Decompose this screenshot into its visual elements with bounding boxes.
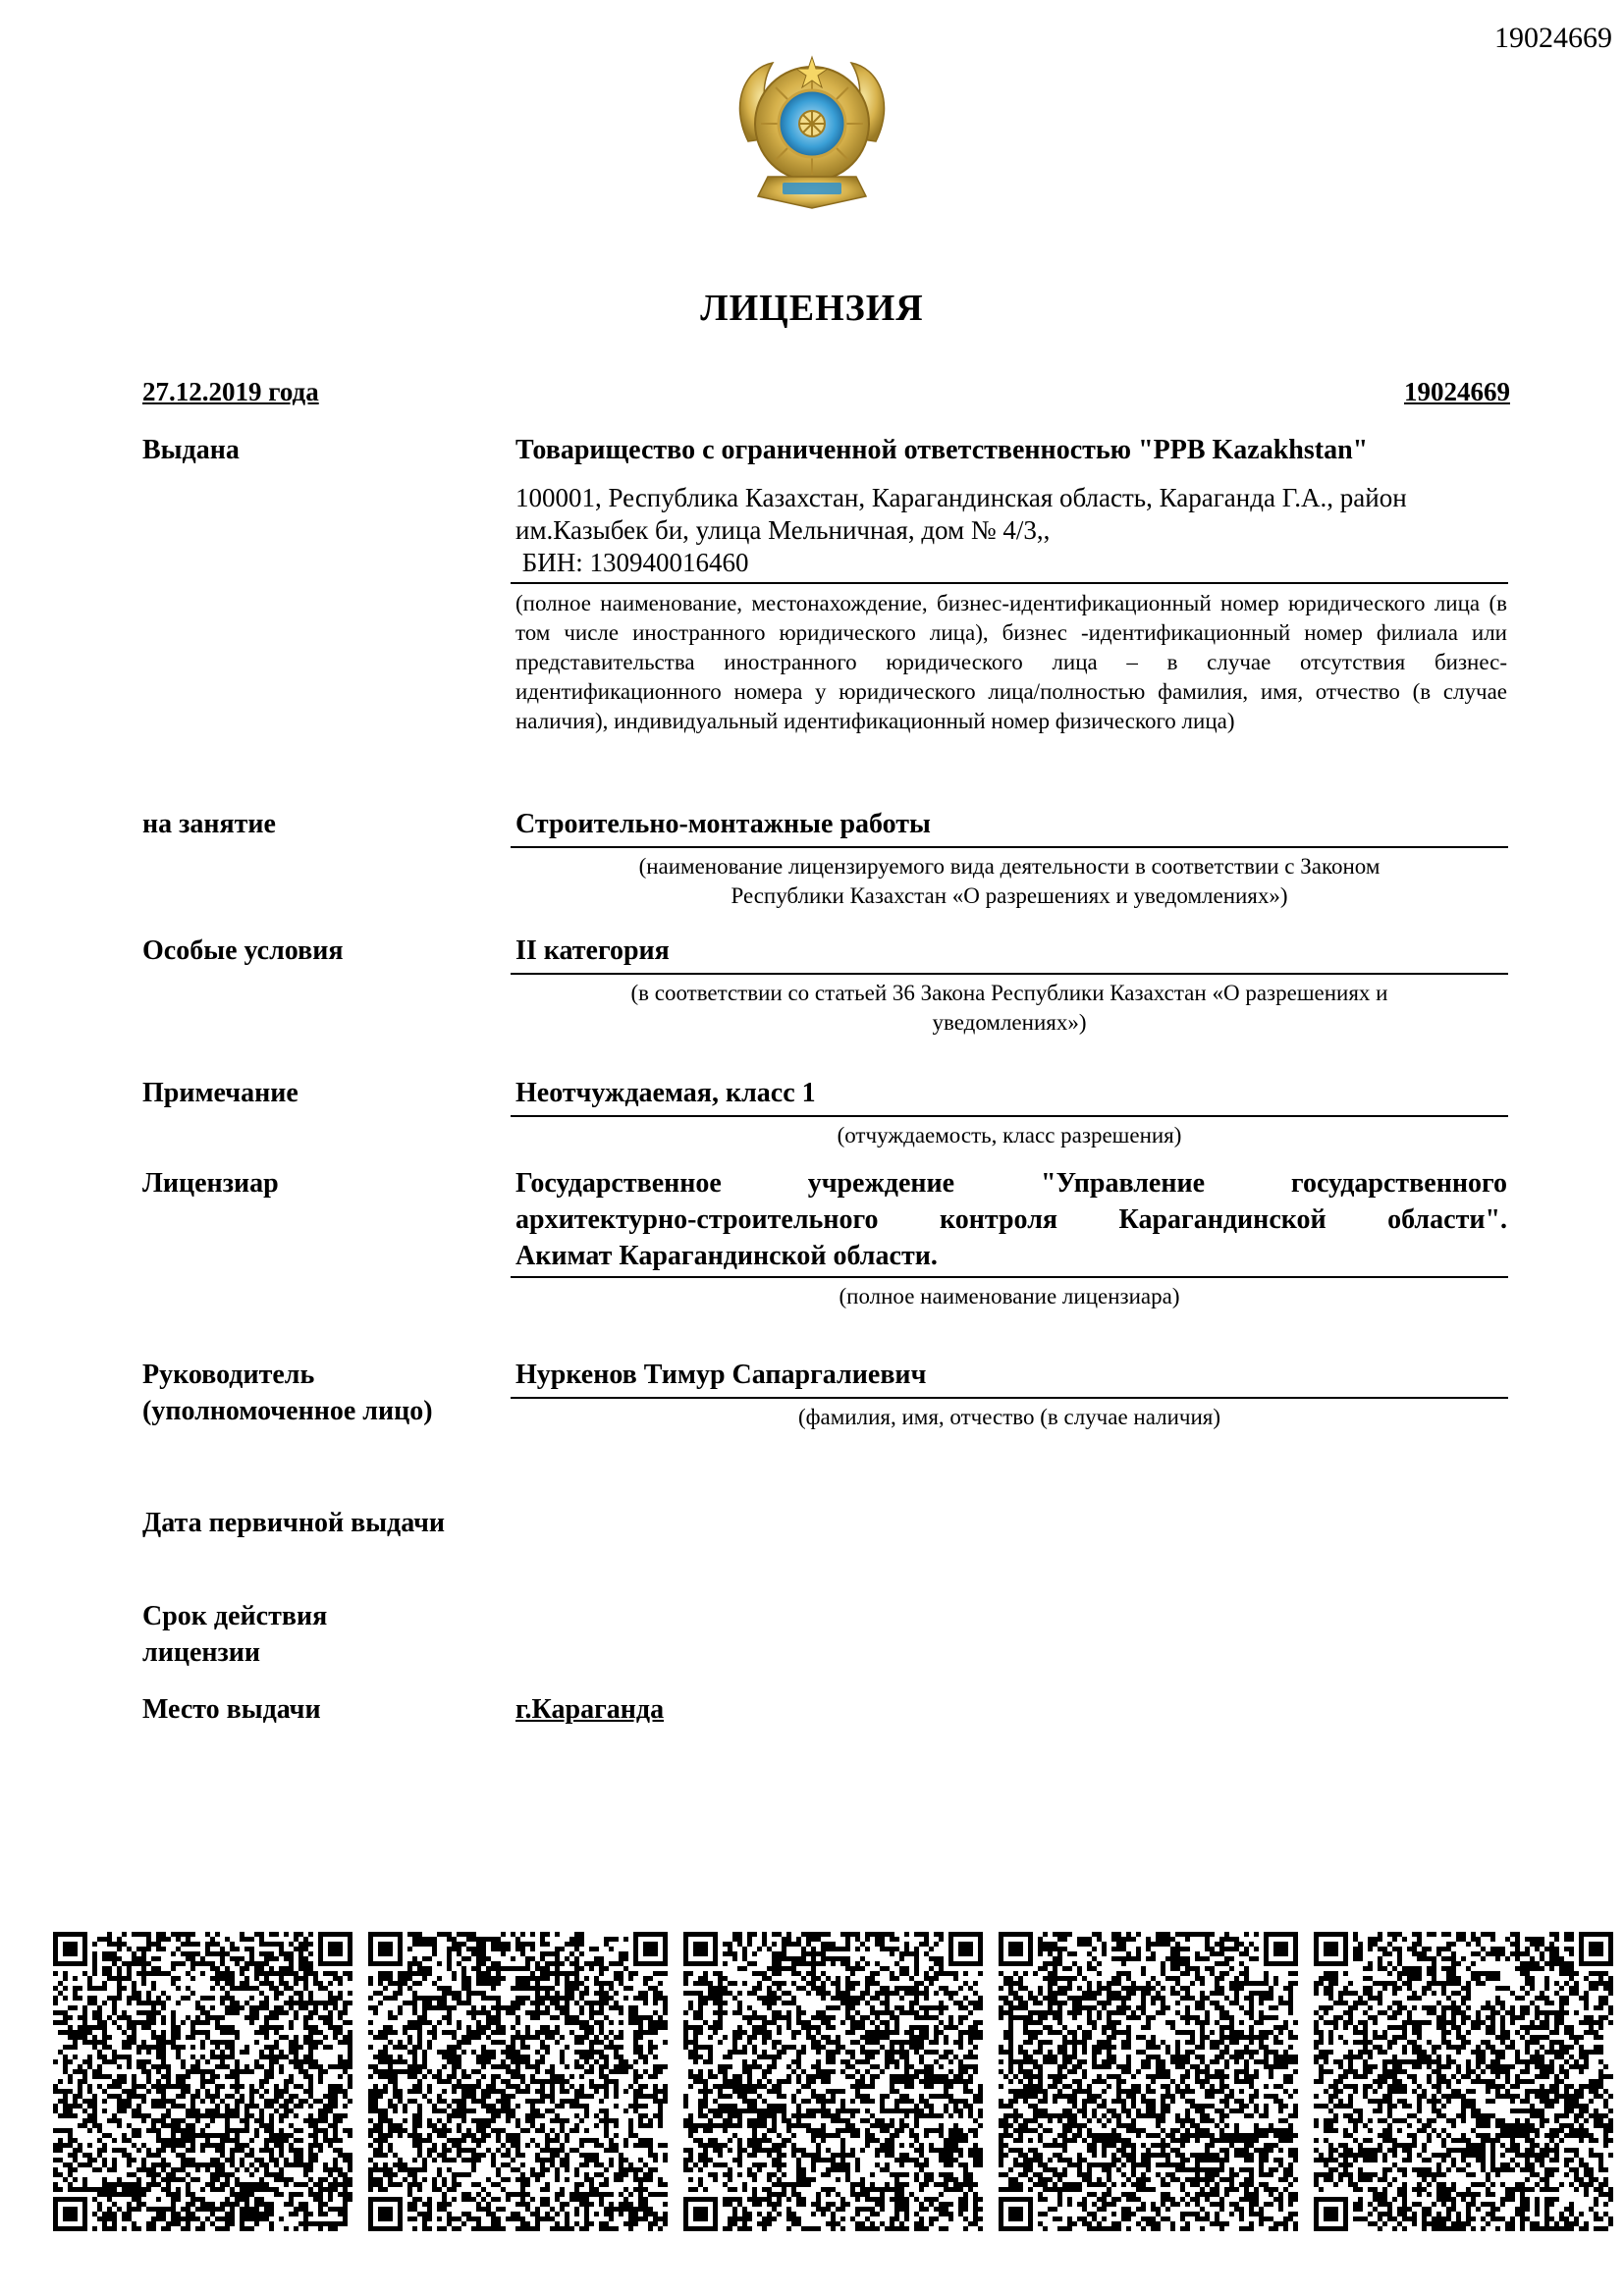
licensee-address-line2: им.Казыбек би, улица Мельничная, дом № 4/3,, bbox=[515, 515, 1051, 545]
validity-label-line1: Срок действия bbox=[142, 1601, 328, 1631]
special-conditions-value: II категория bbox=[515, 935, 670, 966]
kazakhstan-emblem-icon bbox=[729, 43, 895, 216]
licensee-note: (полное наименование, местонахождение, бизнес-идентификационный номер юридического лица (в том числе иностранного юридического лица), бизнес -идентификационный номер филиала или представительства иностранного юридического лица – в случае отсутствия бизнес-идентификационного номера у юридического лица/полностью фамилия, имя, отчество (в случае наличия), индивидуальный идентификационный номер физического лица) bbox=[515, 591, 1507, 733]
head-note: (фамилия, имя, отчество (в случае наличия) bbox=[797, 1405, 1221, 1429]
place-value: г.Караганда bbox=[515, 1694, 665, 1725]
licensor-underline bbox=[511, 1276, 1508, 1278]
special-conditions-underline bbox=[511, 973, 1508, 975]
special-conditions-label: Особые условия bbox=[142, 935, 344, 966]
special-conditions-note-line2: уведомлениях») bbox=[932, 1010, 1087, 1035]
place-label: Место выдачи bbox=[142, 1694, 321, 1725]
qr-code-icon bbox=[368, 1932, 667, 2230]
head-label-line2: (уполномоченное лицо) bbox=[142, 1396, 433, 1426]
first-issue-date-label: Дата первичной выдачи bbox=[142, 1508, 446, 1538]
remark-label: Примечание bbox=[142, 1078, 298, 1108]
activity-underline bbox=[511, 846, 1508, 848]
licensor-line1: Государственное учреждение "Управление государственного bbox=[515, 1168, 1507, 1199]
validity-label-line2: лицензии bbox=[142, 1637, 261, 1668]
remark-value: Неотчуждаемая, класс 1 bbox=[515, 1078, 816, 1108]
licensor-note: (полное наименование лицензиара) bbox=[839, 1284, 1180, 1308]
special-conditions-note-line1: (в соответствии со статьей 36 Закона Республики Казахстан «О разрешениях и bbox=[630, 981, 1388, 1005]
activity-label: на занятие bbox=[142, 809, 276, 839]
issued-to-label: Выдана bbox=[142, 435, 240, 465]
head-underline bbox=[511, 1397, 1508, 1399]
issue-date: 27.12.2019 года bbox=[142, 377, 319, 406]
licensee-underline bbox=[511, 582, 1508, 584]
licensor-line2: архитектурно-строительного контроля Карагандинской области". bbox=[515, 1204, 1507, 1235]
corner-document-number: 19024669 bbox=[1494, 22, 1612, 54]
document-title: ЛИЦЕНЗИЯ bbox=[700, 288, 924, 329]
remark-note: (отчуждаемость, класс разрешения) bbox=[837, 1123, 1182, 1148]
licensor-label: Лицензиар bbox=[142, 1168, 279, 1199]
license-number: 19024669 bbox=[1404, 377, 1510, 406]
qr-code-icon bbox=[53, 1932, 352, 2230]
qr-code-icon bbox=[683, 1932, 982, 2230]
licensee-bin: БИН: 130940016460 bbox=[515, 548, 749, 577]
remark-underline bbox=[511, 1115, 1508, 1117]
qr-code-icon bbox=[1314, 1932, 1612, 2230]
activity-note-line1: (наименование лицензируемого вида деятельности в соответствии с Законом bbox=[638, 854, 1380, 879]
head-label-line1: Руководитель bbox=[142, 1360, 315, 1390]
licensor-line3: Акимат Карагандинской области. bbox=[515, 1241, 938, 1271]
licensee-address-line1: 100001, Республика Казахстан, Карагандинская область, Караганда Г.А., район bbox=[515, 483, 1407, 512]
head-name: Нуркенов Тимур Сапаргалиевич bbox=[515, 1360, 927, 1390]
activity-note-line2: Республики Казахстан «О разрешениях и уведомлениях») bbox=[731, 883, 1288, 908]
activity-value: Строительно-монтажные работы bbox=[515, 809, 931, 839]
licensee-name: Товарищество с ограниченной ответственностью "PPB Kazakhstan" bbox=[515, 435, 1369, 465]
qr-code-icon bbox=[999, 1932, 1297, 2230]
